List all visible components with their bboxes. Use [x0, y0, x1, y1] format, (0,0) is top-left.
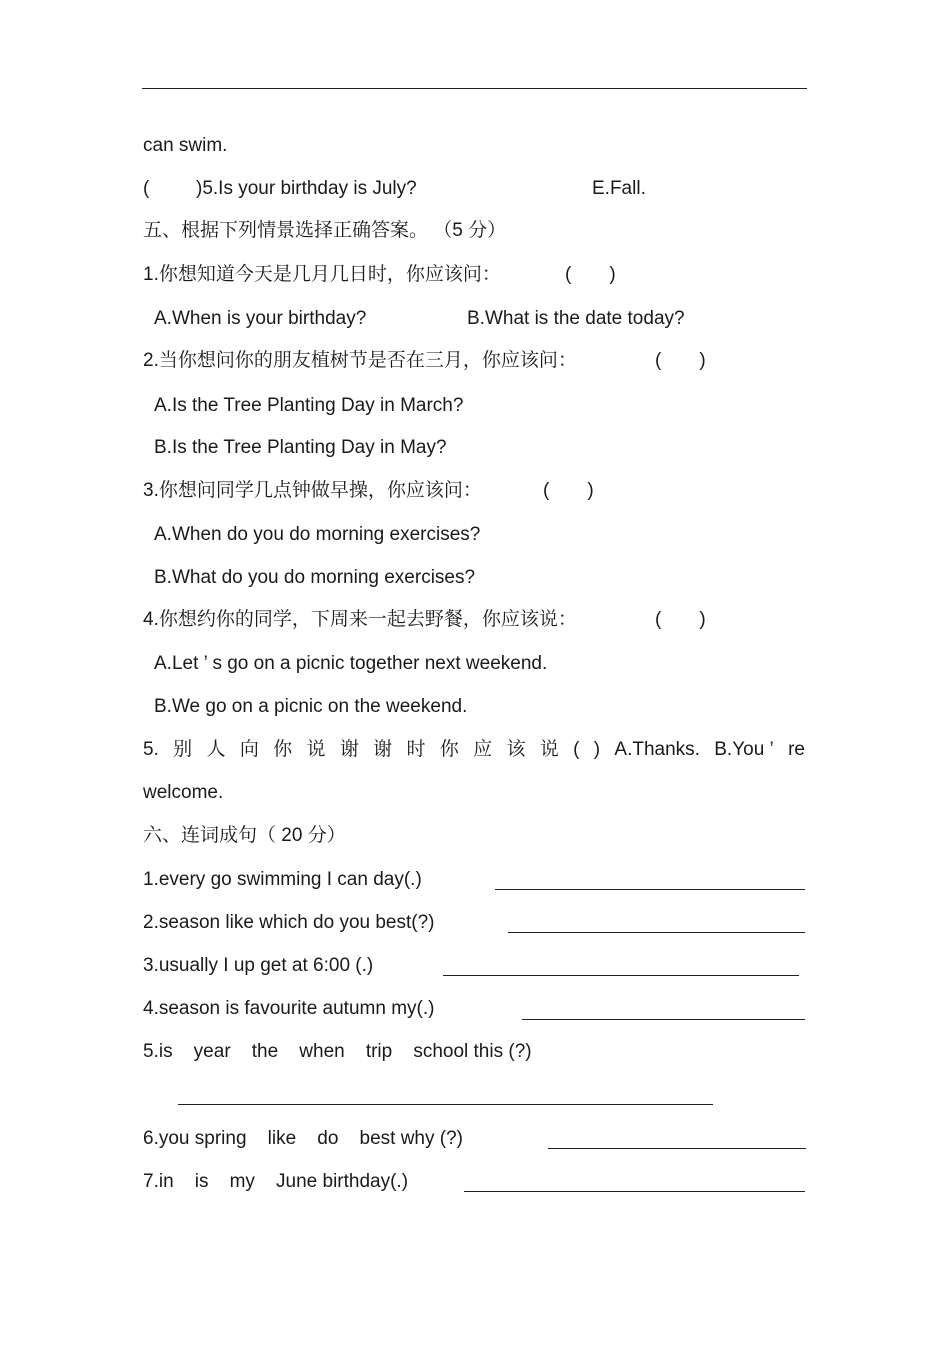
- s5-q5-token: 该: [506, 739, 526, 760]
- s5-q1-option-b: B.What is the date today?: [467, 308, 685, 329]
- s5-q4-option-a: A.Let ’ s go on a picnic together next weekend.: [154, 653, 548, 674]
- s6-item-5: 5.is year the when trip school this (?): [143, 1041, 532, 1062]
- s5-q1-option-a: A.When is your birthday?: [154, 308, 367, 329]
- s5-q3-option-a: A.When do you do morning exercises?: [154, 524, 481, 545]
- s5-q2-option-a: A.Is the Tree Planting Day in March?: [154, 395, 464, 416]
- s6-answer-line-1[interactable]: [495, 889, 805, 890]
- s6-item-6: 6.you spring like do best why (?): [143, 1128, 463, 1149]
- s6-item-1: 1.every go swimming I can day(.): [143, 869, 422, 890]
- continued-line: can swim.: [143, 135, 228, 156]
- s5-q5-line: [143, 739, 805, 761]
- s5-q4-option-b: B.We go on a picnic on the weekend.: [154, 696, 468, 717]
- s5-q2-answer-paren: ( ): [655, 350, 706, 371]
- s5-q5-paren-close: ): [593, 739, 601, 760]
- s5-q3-answer-paren: ( ): [543, 480, 594, 501]
- s6-answer-line-6[interactable]: [548, 1148, 806, 1149]
- s5-q5-option-b: B.You ’: [714, 739, 774, 760]
- s5-q5-token: 谢: [339, 739, 359, 760]
- s5-q5-token: 你: [273, 739, 293, 760]
- s5-q2-option-b: B.Is the Tree Planting Day in May?: [154, 437, 447, 458]
- q5-matching-text: )5.Is your birthday is July?: [196, 178, 417, 199]
- s6-item-2: 2.season like which do you best(?): [143, 912, 435, 933]
- s6-answer-line-2[interactable]: [508, 932, 805, 933]
- s5-q5-token: 人: [206, 739, 226, 760]
- section5-heading: 五、根据下列情景选择正确答案。 （5 分）: [143, 220, 507, 241]
- s5-q5-token: 5.: [143, 739, 159, 760]
- s5-q5-token: 谢: [373, 739, 393, 760]
- s5-q4-answer-paren: ( ): [655, 609, 706, 630]
- s5-q5-continued: welcome.: [143, 782, 224, 803]
- s6-item-3: 3.usually I up get at 6:00 (.): [143, 955, 374, 976]
- s5-q5-token: 时: [406, 739, 426, 760]
- s5-q5-token: 别: [173, 739, 193, 760]
- s5-q5-token: 说: [306, 739, 326, 760]
- s5-q3-text: 3.你想问同学几点钟做早操，你应该问：: [143, 480, 482, 501]
- s6-answer-line-7[interactable]: [464, 1191, 805, 1192]
- s6-answer-line-3[interactable]: [443, 975, 799, 976]
- section6-heading: 六、连词成句（ 20 分）: [143, 825, 346, 846]
- s5-q4-text: 4.你想约你的同学，下周来一起去野餐，你应该说：: [143, 609, 577, 630]
- header-rule: [142, 88, 807, 89]
- q5-answer-paren: (: [143, 178, 150, 199]
- s5-q5-paren-open: (: [573, 739, 580, 760]
- s6-item-4: 4.season is favourite autumn my(.): [143, 998, 435, 1019]
- s5-q5-option-a: A.Thanks.: [614, 739, 700, 760]
- s5-q5-token: 应: [473, 739, 493, 760]
- s5-q3-option-b: B.What do you do morning exercises?: [154, 567, 476, 588]
- s5-q5-token: 向: [239, 739, 259, 760]
- s5-q1-text: 1.你想知道今天是几月几日时，你应该问：: [143, 264, 501, 285]
- s5-q2-text: 2.当你想问你的朋友植树节是否在三月，你应该问：: [143, 350, 577, 371]
- s6-answer-line-4[interactable]: [522, 1019, 805, 1020]
- s5-q1-answer-paren: ( ): [565, 264, 616, 285]
- s5-q5-token: 说: [539, 739, 559, 760]
- s5-q5-token: 你: [439, 739, 459, 760]
- s5-q5-option-b-end: re: [788, 739, 805, 760]
- q5-option-e: E.Fall.: [592, 178, 646, 199]
- s6-item-7: 7.in is my June birthday(.): [143, 1171, 409, 1192]
- s6-answer-line-5[interactable]: [178, 1104, 713, 1105]
